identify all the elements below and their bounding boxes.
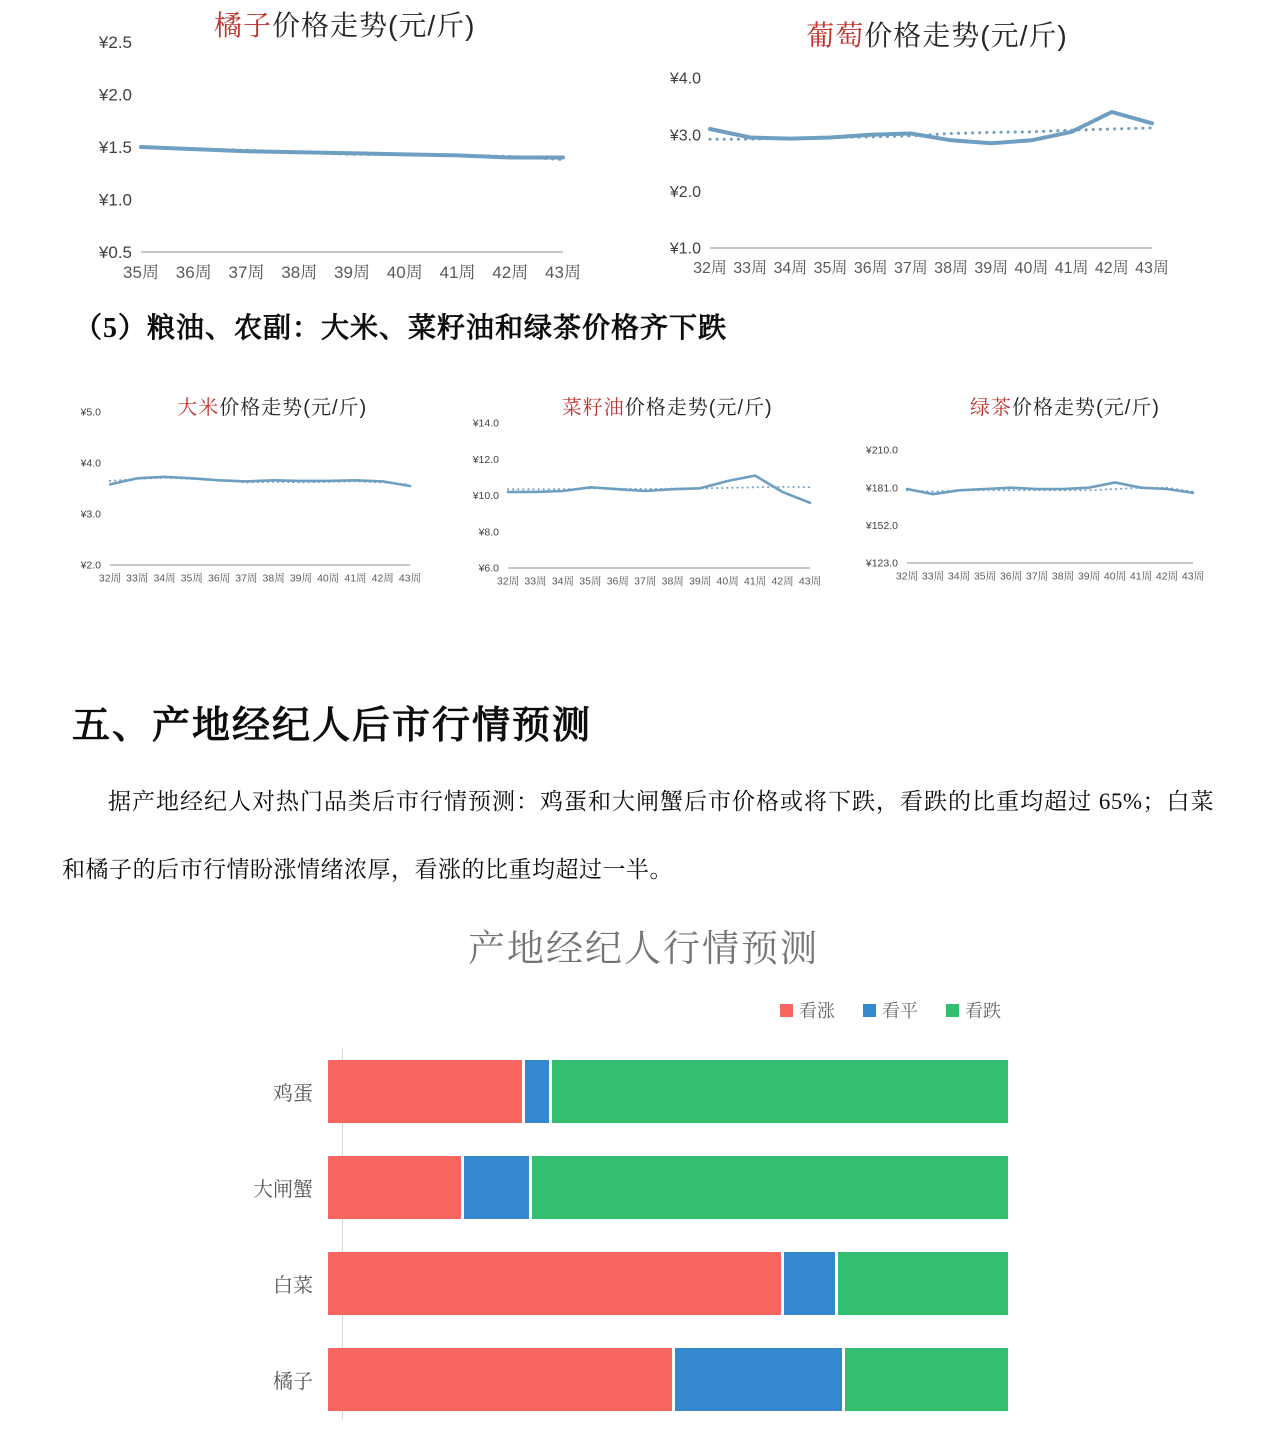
svg-text:32周: 32周	[98, 572, 122, 585]
line-plot	[640, 14, 1180, 292]
svg-text:36周: 36周	[175, 263, 212, 282]
svg-text:¥6.0: ¥6.0	[478, 562, 499, 575]
bar-segment-看跌	[552, 1060, 1008, 1123]
svg-text:38周: 38周	[934, 260, 968, 277]
bar-track	[328, 1252, 1008, 1315]
svg-text:40周: 40周	[1014, 260, 1049, 277]
svg-text:¥0.5: ¥0.5	[98, 242, 132, 262]
chart-title-suffix: 价格走势(元/斤)	[1012, 397, 1160, 419]
svg-text:33周: 33周	[921, 570, 945, 583]
bar-segment-看跌	[845, 1348, 1008, 1411]
svg-text:41周: 41周	[743, 575, 767, 588]
svg-text:39周: 39周	[689, 575, 712, 588]
svg-text:¥123.0: ¥123.0	[865, 557, 898, 570]
svg-text:39周: 39周	[1077, 570, 1101, 583]
svg-text:35周: 35周	[180, 572, 203, 585]
rice-price-line-chart	[55, 385, 450, 600]
svg-text:40周: 40周	[1103, 570, 1127, 583]
svg-text:36周: 36周	[207, 572, 231, 585]
svg-text:37周: 37周	[235, 572, 258, 585]
svg-text:39周: 39周	[289, 572, 313, 585]
svg-text:¥3.0: ¥3.0	[669, 127, 701, 145]
bar-segment-看跌	[838, 1252, 1008, 1315]
legend-item-up	[780, 997, 835, 1023]
chart-title-product: 绿茶	[970, 397, 1013, 419]
chart-title-product: 菜籽油	[561, 397, 625, 419]
section-heading: 五、产地经纪人后市行情预测	[72, 705, 593, 747]
svg-text:¥1.5: ¥1.5	[98, 137, 132, 157]
svg-text:37周: 37周	[228, 263, 265, 282]
svg-text:35周: 35周	[123, 263, 159, 282]
svg-text:34周: 34周	[773, 260, 808, 277]
svg-text:42周: 42周	[1155, 570, 1179, 583]
svg-text:36周: 36周	[606, 575, 629, 588]
svg-text:40周: 40周	[386, 263, 423, 282]
bar-segment-看涨	[328, 1252, 784, 1315]
svg-text:34周: 34周	[947, 570, 971, 583]
chart-title-suffix: 价格走势(元/斤)	[864, 20, 1068, 51]
grape-price-line-chart	[640, 14, 1180, 292]
svg-text:42周: 42周	[1094, 260, 1129, 277]
bar-segment-看平	[525, 1060, 552, 1123]
orange-price-line-chart	[56, 4, 581, 296]
body-paragraph: 据产地经纪人对热门品类后市行情预测：鸡蛋和大闸蟹后市价格或将下跌，看跌的比重均超过 65%；白菜和橘子的后市行情盼涨情绪浓厚，看涨的比重均超过一半。	[62, 789, 1214, 882]
bar-row-orange	[230, 1348, 1008, 1411]
svg-text:35周: 35周	[579, 575, 602, 588]
bar-category-label: 白菜	[273, 1275, 313, 1297]
svg-text:38周: 38周	[661, 575, 684, 588]
chart-title-product: 橘子	[214, 10, 273, 41]
chart-title-suffix: 价格走势(元/斤)	[219, 397, 368, 419]
bar-track	[328, 1348, 1008, 1411]
line-plot	[55, 385, 450, 600]
svg-text:43周: 43周	[798, 575, 822, 588]
bar-segment-看涨	[328, 1060, 525, 1123]
svg-text:¥4.0: ¥4.0	[669, 70, 701, 88]
bar-segment-看涨	[328, 1348, 675, 1411]
svg-text:38周: 38周	[262, 572, 285, 585]
svg-text:¥2.0: ¥2.0	[98, 85, 132, 105]
svg-text:38周: 38周	[281, 263, 318, 282]
svg-text:35周: 35周	[973, 570, 997, 583]
svg-text:¥10.0: ¥10.0	[472, 490, 499, 503]
section-5-heading: （5）粮油、农副：大米、菜籽油和绿茶价格齐下跌	[74, 313, 728, 344]
svg-text:¥8.0: ¥8.0	[478, 526, 499, 539]
bar-category-label: 鸡蛋	[273, 1083, 313, 1105]
green-tea-price-line-chart	[845, 385, 1245, 600]
svg-text:¥5.0: ¥5.0	[80, 406, 101, 419]
svg-text:43周: 43周	[398, 572, 422, 585]
svg-text:38周: 38周	[1051, 570, 1075, 583]
legend-item-down	[946, 997, 1001, 1023]
svg-text:42周: 42周	[771, 575, 794, 588]
svg-text:¥12.0: ¥12.0	[472, 453, 499, 466]
svg-text:40周: 40周	[716, 575, 739, 588]
svg-text:43周: 43周	[1181, 570, 1205, 583]
chart-title-product: 葡萄	[806, 20, 865, 51]
bar-row-crab	[230, 1156, 1008, 1219]
svg-text:41周: 41周	[1129, 570, 1153, 583]
legend-label: 看跌	[965, 1001, 1001, 1021]
bar-category-label: 大闸蟹	[253, 1179, 313, 1201]
svg-text:¥2.0: ¥2.0	[669, 183, 701, 201]
bar-row-cabbage	[230, 1252, 1008, 1315]
svg-text:36周: 36周	[999, 570, 1023, 583]
bar-track	[328, 1060, 1008, 1123]
bar-category-label: 橘子	[273, 1371, 313, 1393]
bar-segment-看平	[464, 1156, 532, 1219]
svg-text:34周: 34周	[153, 572, 176, 585]
rapeseed-oil-price-line-chart	[450, 385, 845, 600]
svg-text:33周: 33周	[524, 575, 547, 588]
svg-text:¥152.0: ¥152.0	[865, 520, 898, 533]
svg-text:32周: 32周	[693, 260, 727, 277]
bar-chart-title: 产地经纪人行情预测	[468, 928, 819, 969]
svg-text:37周: 37周	[634, 575, 657, 588]
svg-text:¥3.0: ¥3.0	[80, 508, 101, 521]
chart-title-suffix: 价格走势(元/斤)	[624, 397, 773, 419]
svg-text:¥2.5: ¥2.5	[98, 32, 132, 52]
svg-text:41周: 41周	[439, 263, 476, 282]
svg-text:37周: 37周	[1025, 570, 1049, 583]
bar-track	[328, 1156, 1008, 1219]
svg-text:¥14.0: ¥14.0	[472, 417, 499, 430]
svg-text:39周: 39周	[334, 263, 370, 282]
svg-text:32周: 32周	[895, 570, 919, 583]
legend-label: 看涨	[799, 1001, 835, 1021]
line-plot	[450, 385, 845, 600]
svg-text:34周: 34周	[551, 575, 575, 588]
svg-text:36周: 36周	[853, 260, 888, 277]
svg-text:35周: 35周	[813, 260, 848, 277]
bar-segment-看跌	[532, 1156, 1008, 1219]
legend-swatch-down-icon	[946, 1004, 959, 1017]
svg-text:¥1.0: ¥1.0	[669, 240, 701, 258]
svg-text:¥181.0: ¥181.0	[865, 482, 898, 495]
svg-text:¥1.0: ¥1.0	[98, 190, 132, 210]
svg-text:41周: 41周	[344, 572, 367, 585]
svg-text:40周: 40周	[317, 572, 340, 585]
svg-text:33周: 33周	[126, 572, 149, 585]
svg-text:42周: 42周	[371, 572, 394, 585]
legend-swatch-flat-icon	[863, 1004, 876, 1017]
legend-swatch-up-icon	[780, 1004, 793, 1017]
svg-text:¥4.0: ¥4.0	[80, 457, 101, 470]
chart-title-product: 大米	[177, 397, 220, 419]
bar-row-egg	[230, 1060, 1008, 1123]
svg-text:¥210.0: ¥210.0	[865, 444, 898, 457]
legend-label: 看平	[882, 1001, 918, 1021]
svg-text:42周: 42周	[492, 263, 529, 282]
legend-item-flat	[863, 997, 918, 1023]
bar-chart-legend	[780, 997, 1001, 1023]
svg-text:43周: 43周	[1135, 260, 1169, 277]
bar-segment-看平	[784, 1252, 838, 1315]
svg-text:¥2.0: ¥2.0	[80, 559, 101, 572]
svg-text:33周: 33周	[733, 260, 768, 277]
svg-text:39周: 39周	[974, 260, 1009, 277]
bar-segment-看涨	[328, 1156, 464, 1219]
bar-segment-看平	[675, 1348, 845, 1411]
line-plot	[845, 385, 1245, 600]
svg-text:32周: 32周	[496, 575, 520, 588]
chart-title-suffix: 价格走势(元/斤)	[272, 10, 476, 41]
svg-text:37周: 37周	[894, 260, 928, 277]
line-plot	[56, 4, 581, 296]
svg-text:41周: 41周	[1054, 260, 1089, 277]
svg-text:43周: 43周	[545, 263, 581, 282]
